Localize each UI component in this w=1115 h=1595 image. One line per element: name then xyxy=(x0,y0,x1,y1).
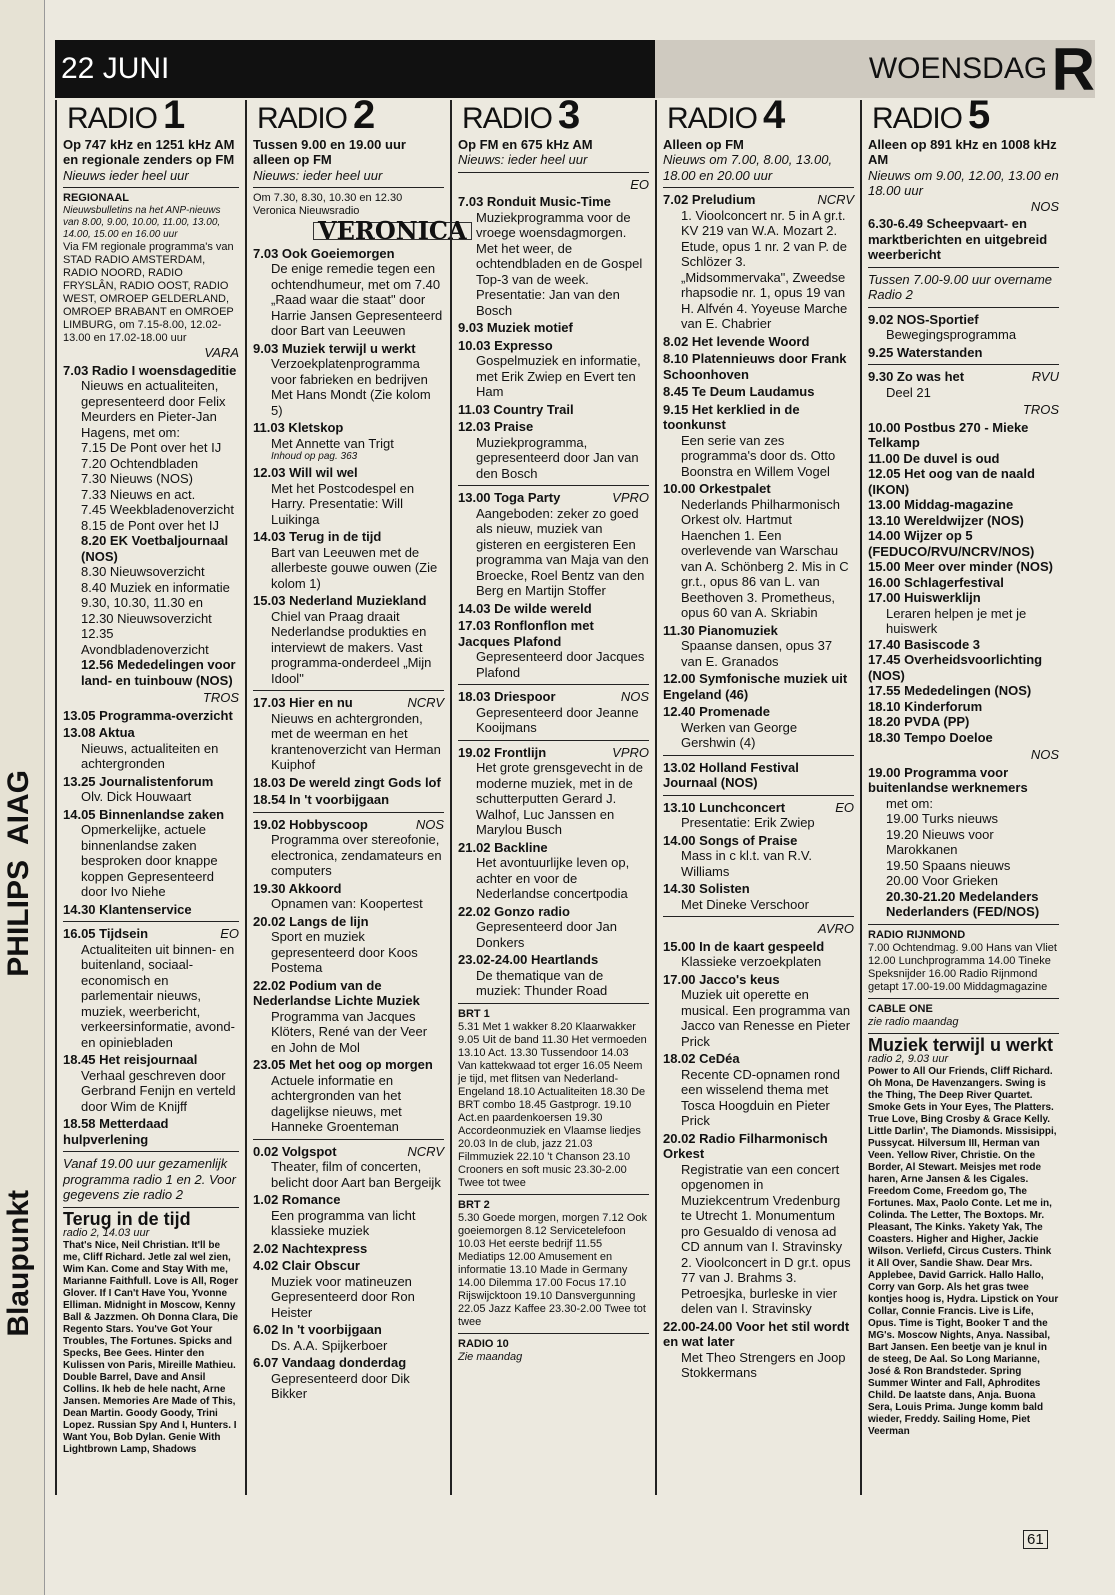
side-brand-aiag: AIAG xyxy=(2,770,35,845)
program-entry: 7.02 Preludium NCRV 1. Vioolconcert nr. 5 in A gr.t. KV 219 van W.A. Mozart 2. Etude, opus 1 nr. 2 van P. de Schlözer 3. „Midsommervaka", Zweedse rhapsodie nr. 1, opus 19 van H. Alfvén 4. Yoyeuse Marche van E. Chabrier xyxy=(663,192,854,331)
date-label: 22 JUNI xyxy=(55,40,661,98)
page-number: 61 xyxy=(1023,1530,1048,1549)
program-entry: 17.03 Ronflonflon met Jacques Plafond Gepresenteerd door Jacques Plafond xyxy=(458,618,645,680)
program-entry: 18.03 De wereld zingt Gods lof xyxy=(253,774,441,790)
station-intro: Alleen op 891 kHz en 1008 kHz AM Nieuws om 9.00, 12.00, 13.00 en 18.00 uur xyxy=(868,136,1059,198)
brt2-heading: BRT 2 xyxy=(458,1198,490,1211)
muziek-box-title: Muziek terwijl u werkt xyxy=(868,1034,1054,1055)
rijnmond-heading: RADIO RIJNMOND xyxy=(868,928,966,941)
program-entry: 20.02 Radio Filharmonisch Orkest Registratie van een concert opgenomen in Muziekcentrum Vredenburg te Utrecht 1. Monumentum pro Gesualdo di venosa ad CD annum van I. Stravinsky 2. Vioolconcert in D gr.t. opus 77 van J. Brahms 3. Petroesjka, burleske in vier delen van I. Stravinsky xyxy=(663,1130,851,1316)
program-entry: 9.03 Muziek terwijl u werkt Verzoekplatenprogramma voor fabrieken en bedrijven Met Hans Mondt (Zie kolom 5) xyxy=(253,340,431,418)
program-entry: 9.03 Muziek motief xyxy=(458,320,573,335)
program-entry: 7.03 Radio I woensdageditie Nieuws en actualiteiten, gepresenteerd door Felix Meurders en Pieter-Jan Hagens, met om: 7.15 De Pont over het IJ 7.20 Ochtendbladen 7.30 Nieuws (NOS) 7.33 Nieuws en act. 7.45 Weekbladenoverzicht 8.15 de Pont over het IJ 8.20 EK Voetbaljournaal (NOS) 8.30 Nieuwsoverzicht 8.40 Muziek en informatie 9.30, 10.30, 11.30 en 12.30 Nieuwsoverzicht 12.35 Avondbladenoverzicht 12.56 Mededelingen voor land- en tuinbouw (NOS) xyxy=(63,362,237,688)
program-entry: 13.25 Journalistenforum Olv. Dick Houwaart xyxy=(63,773,214,804)
program-entry: 23.02-24.00 Heartlands De thematique van de muziek: Thunder Road xyxy=(458,952,608,998)
side-brand-philips: PHILIPS xyxy=(2,860,35,977)
program-entry: 20.02 Langs de lijn Sport en muziek gepresenteerd door Koos Postema xyxy=(253,913,418,975)
broadcaster-label: NOS xyxy=(1030,198,1059,214)
program-entry: 17.00 Jacco's keus Muziek uit operette en musical. Een programma van Jacco van Renesse en Pieter Prick xyxy=(663,971,851,1049)
program-entry: 14.03 De wilde wereld xyxy=(458,600,592,616)
radio10-heading: RADIO 10 xyxy=(458,1337,509,1350)
program-entry: 21.02 Backline Het avontuurlijke leven op, achter en voor de Nederlandse concertpodia xyxy=(458,839,630,901)
program-entry: 19.02 Frontlijn VPRO Het grote grensgevecht in de moderne muziek, met in de schutterputten Gerard J. Walhof, Luc Janssen en Marylou Busch xyxy=(458,744,649,837)
program-entry: 12.03 Will wil wel Met het Postcodespel en Harry. Presentatie: Will Luikinga xyxy=(253,465,415,527)
program-entry: 6.30-6.49 Scheepvaart- en marktberichten en uitgebreid weerbericht xyxy=(868,216,1048,262)
program-entry: 22.00-24.00 Voor het stil wordt en wat later Met Theo Strengers en Joop Stokkermans xyxy=(663,1318,850,1380)
station-heading: RADIO 2 xyxy=(257,93,375,137)
station-heading: RADIO 3 xyxy=(462,93,580,137)
program-entry: 11.03 Kletskop Met Annette van Trigt Inhoud op pag. 363 xyxy=(253,420,394,462)
program-entry: 15.00 In de kaart gespeeld Klassieke verzoekplaten xyxy=(663,938,825,969)
program-entry: 14.00 Songs of Praise Mass in c kl.t. van R.V. Williams xyxy=(663,832,813,879)
regional-heading: REGIONAAL xyxy=(63,192,129,204)
terug-box-sub: radio 2, 14.03 uur xyxy=(63,1227,150,1239)
muziek-box-sub: radio 2, 9.03 uur xyxy=(868,1053,949,1065)
program-entry: 19.00 Programma voor buitenlandse werknemers met om: 19.00 Turks nieuws 19.20 Nieuws voor Marokkanen 19.50 Spaans nieuws 20.00 Voor Grieken 20.30-21.20 Medelanders Nederlanders (FED/NOS) xyxy=(868,764,1040,919)
program-entry: 12.40 Promenade Werken van George Gershwin (4) xyxy=(663,704,798,750)
program-entry: 13.10 Lunchconcert EO Presentatie: Erik Zwiep xyxy=(663,799,854,830)
brt2-schedule: 5.30 Goede morgen, morgen 7.12 Ook goeiemorgen 8.12 Servicetelefoon 10.03 Het eerste bedrijf 11.55 Mediatips 12.00 Amusement en informatie 13.10 Made in Germany 14.00 Dilemma 17.00 Focus 17.10 Rijswijcktoon 19.10 Dansvergunning 22.05 Jazz Kaffee 23.30-2.00 Twee tot twee xyxy=(458,1211,647,1328)
column-radio-5 xyxy=(860,93,1065,1495)
program-entry: 17.03 Hier en nu NCRV Nieuws en achtergronden, met de weerman en het krantenoverzicht van Herman Kuiphof xyxy=(253,695,444,772)
brt1-schedule: 5.31 Met 1 wakker 8.20 Klaarwakker 9.05 Uit de band 11.30 Het vermoeden 13.10 Act. 13.30 Tussendoor 14.03 Van kattekwaad tot erger 16.05 Neem je tijd, met flitsen van Nederland-Engeland 18.10 Actualiteiten 18.30 De BRT combo 18.45 Gastprogr. 19.10 Act.en paardenkoersen 19.30 Accordeonmuziek en Vlaamse liedjes 20.03 In de club, jazz 21.03 Filmmuziek 22.10 't Chanson 23.10 Crooners en soft music 23.30-2.00 Twee tot twee xyxy=(458,1020,647,1189)
program-entry: 16.05 Tijdsein EO Actualiteiten uit binnen- en buitenland, sociaal-economisch en parlementair nieuws, muziek, weerbericht, verkeersinformatie, avond- en opiniebladen xyxy=(63,926,239,1050)
station-intro: Tussen 9.00 en 19.00 uur alleen op FM Nieuws: ieder heel uur xyxy=(253,136,406,183)
program-entry: 9.30 Zo was het RVU Deel 21 xyxy=(868,369,1059,400)
program-entry: 18.03 Driespoor NOS Gepresenteerd door Jeanne Kooijmans xyxy=(458,689,649,735)
program-entry: 0.02 Volgspot NCRV Theater, film of concerten, belicht door Aart ban Bergeijk xyxy=(253,1143,444,1190)
program-entry: 18.02 CeDéa Recente CD-opnamen rond een wisselend thema met Tosca Hoogduin en Pieter Prick xyxy=(663,1051,840,1128)
weekday-label: WOENSDAG xyxy=(868,52,1048,85)
program-entry: 13.08 Aktua Nieuws, actualiteiten en achtergronden xyxy=(63,725,219,771)
column-radio-2 xyxy=(245,93,467,1495)
terug-box-text: That's Nice, Neil Christian. It'll be me, Cliff Richard. Jetle zal wel zien, Wim Kan. Come and Stay With me, Marianne Faithfull. Love is All, Roger Glover. If I Can't Have You, Yvonne Elliman. Midnight in Moscow, Kenny Ball & Jazzmen. Oh Donna Clara, Die Regento Stars. You've Got Your Troubles, The Fortunes. Spicks and Specks, Bee Gees. Hinter den Kulissen von Paris, Mireille Mathieu. Double Barrel, Dave and Ansil Collins. Ik heb de hele nacht, Arne Jansen. Memories Are Made of This, Dean Martin. Goody Goody, Trini Lopez. Russian Spy And I, Hunters. I Want You, Bob Dylan. Genie With Lightbrown Lamp, Shadows xyxy=(63,1240,239,1455)
program-entry: 9.25 Waterstanden xyxy=(868,344,983,360)
veronica-logo: VERONICA xyxy=(313,222,472,240)
program-entry: 14.30 Solisten Met Dineke Verschoor xyxy=(663,881,809,912)
veronica-news: Om 7.30, 8.30, 10.30 en 12.30 Veronica Nieuwsradio xyxy=(253,192,403,217)
section-letter: R xyxy=(1051,36,1095,103)
program-entry: 23.05 Met het oog op morgen Actuele informatie en achtergronden van het dagelijkse nieuws, met Hanneke Groenteman xyxy=(253,1057,433,1134)
regional-text: Via FM regionale programma's van STAD RADIO AMSTERDAM, RADIO NOORD, RADIO FRYSLÂN, RADIO OOST, RADIO WEST, OMROEP GELDERLAND, OMROEP BRABANT en OMROEP LIMBURG, om 7.15-8.00, 12.02-13.00 en 17.02-18.00 uur xyxy=(63,241,234,344)
station-intro: Op 747 kHz en 1251 kHz AM en regionale zenders op FM Nieuws ieder heel uur xyxy=(63,136,235,183)
program-entry: 18.45 Het reisjournaal Verhaal geschreven door Gerbrand Fenijn en verteld door Wim de Knijff xyxy=(63,1052,236,1114)
program-entry: 13.00 Toga Party VPRO Aangeboden: zeker zo goed als nieuw, muziek van gisteren en eergisteren Een programma van Maja van den Broecke, Roel Bentz van den Berg en Martijn Stoffer xyxy=(458,490,649,598)
station-heading: RADIO 5 xyxy=(872,93,990,137)
program-entry: 15.03 Nederland Muziekland Chiel van Praag draait Nederlandse produkties en interviewt de makers. Vast programma-onderdeel „Mijn Idool" xyxy=(253,593,432,686)
rijnmond-schedule: 7.00 Ochtendmag. 9.00 Hans van Vliet 12.00 Lunchprogramma 14.00 Tineke Speksnijder 16.00 Radio Rijnmond getapt 17.00-19.00 Middagmagazine xyxy=(868,941,1057,993)
program-entry: 2.02 Nachtexpress xyxy=(253,1240,368,1256)
program-entry: 10.00 Orkestpalet Nederlands Philharmonisch Orkest olv. Hartmut Haenchen 1. Een overlevende van Warschau van A. Schönberg 2. Mis in C gr.t., opus 86 van L. van Beethoven 3. Prometheus, opus 60 van A. Skriabin xyxy=(663,481,849,620)
program-entry: 6.02 In 't voorbijgaan Ds. A.A. Spijkerboer xyxy=(253,1322,388,1353)
program-entry: 12.03 Praise Muziekprogramma, gepresenteerd door Jan van den Bosch xyxy=(458,419,639,481)
station-heading: RADIO 1 xyxy=(67,93,185,137)
broadcaster-label: VARA xyxy=(204,345,239,360)
broadcaster-label: EO xyxy=(630,176,649,192)
program-entry: 19.02 Hobbyscoop NOS Programma over stereofonie, electronica, zendamateurs en computers xyxy=(253,816,444,878)
side-brand-blaupunkt: Blaupunkt xyxy=(2,1190,35,1337)
broadcaster-label: TROS xyxy=(1022,402,1059,417)
program-entry: 8.45 Te Deum Laudamus xyxy=(663,384,815,399)
regional-news: Nieuwsbulletins na het ANP-nieuws van 8.00, 9.00, 10.00, 11.00, 13.00, 14.00, 15.00 en 16.00 uur xyxy=(63,205,221,240)
column-radio-3 xyxy=(450,93,655,1495)
program-entry: 14.03 Terug in de tijd Bart van Leeuwen met de allerbeste gouwe ouwen (Zie kolom 1) xyxy=(253,529,438,591)
cable-one-heading: CABLE ONE xyxy=(868,1002,933,1015)
station-heading: RADIO 4 xyxy=(667,93,785,137)
terug-box-title: Terug in de tijd xyxy=(63,1208,191,1229)
program-entry: 22.02 Gonzo radio Gepresenteerd door Jan Donkers xyxy=(458,903,617,950)
broadcaster-label: AVRO xyxy=(817,921,854,936)
cable-one-note: zie radio maandag xyxy=(868,1015,959,1028)
program-entry: 22.02 Podium van de Nederlandse Lichte Muziek Programma van Jacques Klöters, René van der Veer en John de Mol xyxy=(253,977,428,1055)
muziek-box-text: Power to All Our Friends, Cliff Richard. Oh Mona, De Havenzangers. Swing is the Thing, The Deep River Quartet. Smoke Gets in Your Eyes, The Platters. True Love, Bing Crosby & Grace Kelly. Little Darlin', The Diamonds. Missisippi, Pussycat. Hilversum III, Herman van Veen. Yellow River, Christie. On the Border, Al Stewart. Meisjes met rode haren, Arne Jansen & les Cigales. Freedom Come, Freedom go, The Fortunes. Max, Paolo Conte. Let me in, Colinda. The Letter, The Boxtops. Mr. Pleasant, The Kinks. Yakety Yak, The Coasters. Higher and Higher, Jackie Wilson. Verliefd, Circus Custers. Think it All Over, Sandie Shaw. Dear Mrs. Applebee, David Garrick. Hallo Hallo, Corry van Gorp. Als het gras twee kontjes hoog is, Hydra. Lipstick on Your Collar, Connie Francis. Live is Life, Opus. Time is Tight, Booker T and the MG's. Moscow Nights, Anya. Nassibal, Bart Jansen. Een beetje van je knul in de steeg, De Aal. So Long Marianne, José & Ron Brandsteder. Spring Summer Winter and Fall, Aphrodites Child. De laatste dans, Anja. Buona Sera, Louis Prima. Junge komm bald wieder, Freddy. Sailing Home, Piet Veerman xyxy=(868,1066,1059,1437)
program-entry: 14.30 Klantenservice xyxy=(63,901,192,917)
program-entry: 9.15 Het kerklied in de toonkunst Een serie van zes programma's door ds. Otto Boonstra en Willem Vogel xyxy=(663,401,836,479)
program-entry: 13.05 Programma-overzicht xyxy=(63,707,233,723)
column-radio-4 xyxy=(655,93,860,1495)
tv-guide-page xyxy=(55,36,1095,1525)
program-entry: 9.02 NOS-Sportief Bewegingsprogramma xyxy=(868,311,1017,342)
broadcaster-label: NOS xyxy=(1030,747,1059,762)
left-margin-ad xyxy=(0,0,45,1595)
program-entry: 14.05 Binnenlandse zaken Opmerkelijke, actuele binnenlandse zaken besproken door knappe koppen Gepresenteerd door Ivo Niehe xyxy=(63,806,225,899)
program-entry: 8.02 Het levende Woord xyxy=(663,333,810,349)
relay-note: Tussen 7.00-9.00 uur overname Radio 2 xyxy=(868,271,1053,302)
program-entry: 11.03 Country Trail xyxy=(458,401,574,417)
program-entry: 10.00 Postbus 270 - Mieke Telkamp 11.00 De duvel is oud 12.05 Het oog van de naald (IKON) 13.00 Middag-magazine 13.10 Wereldwijzer (NOS) 14.00 Wijzer op 5 (FEDUCO/RVU/NCRV/NOS) 15.00 Meer over minder (NOS) 16.00 Schlagerfestival 17.00 Huiswerklijn Leraren helpen je met je huiswerk 17.40 Basiscode 3 17.45 Overheidsvoorlichting (NOS) 17.55 Mededelingen (NOS) 18.10 Kinderforum 18.20 PVDA (PP) 18.30 Tempo Doeloe xyxy=(868,419,1053,745)
program-entry: 12.00 Symfonische muziek uit Engeland (46) xyxy=(663,671,848,702)
program-entry: 7.03 Ronduit Music-Time Muziekprogramma voor de vroege woensdagmorgen. Met het weer, de ochtendbladen en de Gospel Top-3 van de week. Presentatie: Jan van den Bosch xyxy=(458,194,643,318)
program-entry: 18.54 In 't voorbijgaan xyxy=(253,792,390,807)
program-entry: 7.03 Ook Goeiemorgen De enige remedie tegen een ochtendhumeur, met om 7.40 „Raad waar die staat" door Harrie Jansen Gepresenteerd door Bart van Leeuwen xyxy=(253,245,443,338)
program-entry: 6.07 Vandaag donderdag Gepresenteerd door Dik Bikker xyxy=(253,1355,410,1401)
column-radio-1 xyxy=(55,93,245,1495)
brt1-heading: BRT 1 xyxy=(458,1007,490,1020)
program-entry: 10.03 Expresso Gospelmuziek en informatie, met Erik Zwiep en Evert ten Ham xyxy=(458,337,641,399)
broadcaster-label: TROS xyxy=(202,690,239,705)
program-entry: 4.02 Clair Obscur Muziek voor matineuzen Gepresenteerd door Ron Heister xyxy=(253,1258,415,1320)
weekday-bar xyxy=(655,36,1095,103)
radio10-note: Zie maandag xyxy=(458,1350,523,1363)
program-entry: 13.02 Holland Festival Journaal (NOS) xyxy=(663,759,799,790)
page-header xyxy=(55,36,1095,103)
station-intro: Alleen op FM Nieuws om 7.00, 8.00, 13.00, 18.00 en 20.00 uur xyxy=(663,136,833,183)
program-entry: 19.30 Akkoord Opnamen van: Koopertest xyxy=(253,880,423,911)
program-entry: 18.58 Metterdaad hulpverlening xyxy=(63,1116,169,1147)
joint-program-note: Vanaf 19.00 uur gezamenlijk programma radio 1 en 2. Voor gegevens zie radio 2 xyxy=(63,1156,236,1202)
station-intro: Op FM en 675 kHz AM Nieuws: ieder heel uur xyxy=(458,136,593,167)
program-entry: 1.02 Romance Een programma van licht klassieke muziek xyxy=(253,1192,416,1238)
program-entry: 8.10 Platennieuws door Frank Schoonhoven xyxy=(663,351,847,382)
program-entry: 11.30 Pianomuziek Spaanse dansen, opus 37 van E. Granados xyxy=(663,622,833,669)
